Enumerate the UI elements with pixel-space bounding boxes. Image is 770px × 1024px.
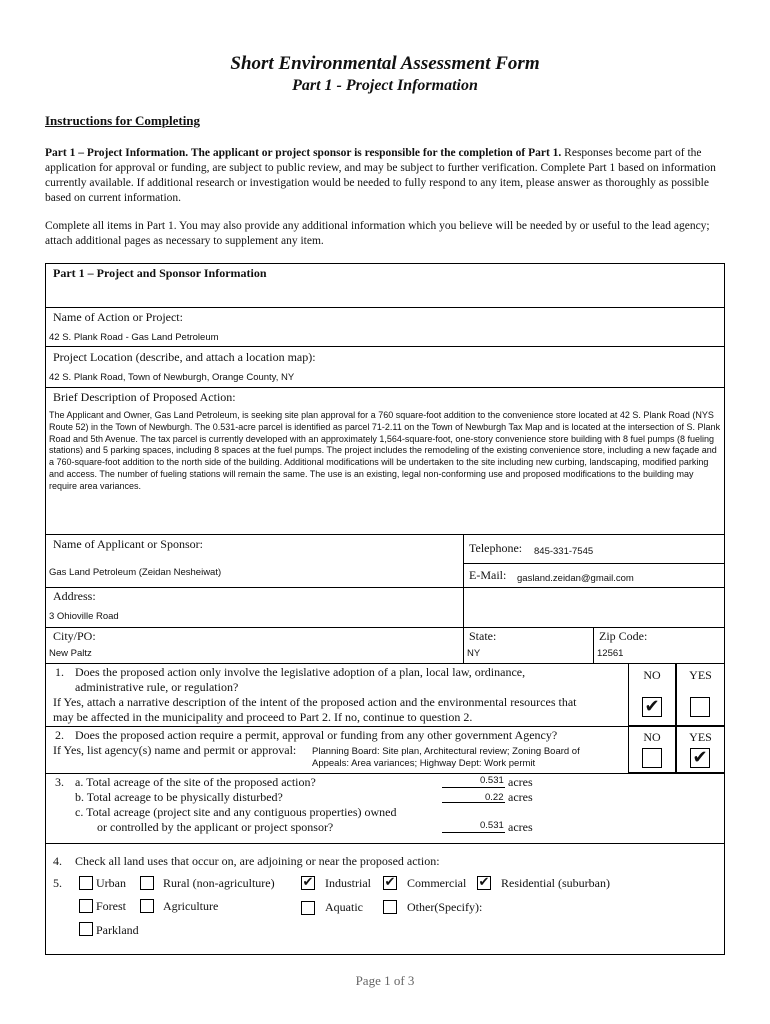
q5-number: 5.	[53, 876, 62, 890]
q2-no-checkbox[interactable]	[642, 748, 662, 768]
other-checkbox[interactable]	[383, 900, 397, 914]
email-label: E-Mail:	[469, 568, 507, 582]
other-label: Other(Specify):	[407, 900, 483, 914]
q1-text-line-2: administrative rule, or regulation?	[75, 680, 239, 694]
q2-text-line-2: If Yes, list agency(s) name and permit or approval:	[53, 743, 297, 757]
instructions-paragraph-1-bold: Part 1 – Project Information. The applicant or project sponsor is responsible for the completion of Part 1.	[45, 147, 562, 159]
q2-yes-checkbox[interactable]: ✔	[690, 748, 710, 768]
q2-no-label: NO	[643, 730, 661, 744]
telephone-field[interactable]: 845-331-7545	[534, 546, 594, 557]
address-field[interactable]: 3 Ohioville Road	[49, 611, 119, 622]
q3-b-label: b. Total acreage to be physically disturbed?	[75, 790, 283, 804]
applicant-label: Name of Applicant or Sponsor:	[53, 537, 203, 551]
q2-answer-line-2[interactable]: Appeals: Area variances; Highway Dept: Work permit	[312, 758, 536, 769]
q3-c-unit: acres	[508, 820, 533, 834]
section-title: Part 1 – Project and Sponsor Information	[53, 266, 267, 280]
divider	[45, 534, 725, 535]
instructions-paragraph-2: Complete all items in Part 1. You may also provide any additional information which you believe will be needed by or useful to the lead agency; attach additional pages as necessary to supplement any item.	[45, 220, 710, 247]
aquatic-label: Aquatic	[325, 900, 363, 914]
agriculture-checkbox[interactable]	[140, 899, 154, 913]
address-label: Address:	[53, 589, 96, 603]
q1-no-label: NO	[643, 668, 661, 682]
q1-yes-label: YES	[689, 668, 712, 682]
forest-checkbox[interactable]	[79, 899, 93, 913]
parkland-checkbox[interactable]	[79, 922, 93, 936]
q3-c-label-1: c. Total acreage (project site and any contiguous properties) owned	[75, 805, 397, 819]
divider	[45, 773, 725, 774]
agriculture-label: Agriculture	[163, 899, 219, 913]
q3-a-unit: acres	[508, 775, 533, 789]
rural-checkbox[interactable]	[140, 876, 154, 890]
city-label: City/PO:	[53, 629, 96, 643]
action-name-label: Name of Action or Project:	[53, 310, 183, 324]
q3-a-label: a. Total acreage of the site of the proposed action?	[75, 775, 316, 789]
q2-answer-line-1[interactable]: Planning Board: Site plan, Architectural review; Zoning Board of	[312, 746, 580, 757]
divider	[463, 563, 725, 564]
q4-text: Check all land uses that occur on, are adjoining or near the proposed action:	[75, 854, 440, 868]
q2-text-line-1: Does the proposed action require a permit, approval or funding from any other government Agency?	[75, 728, 558, 742]
q3-b-unit: acres	[508, 790, 533, 804]
applicant-field[interactable]: Gas Land Petroleum (Zeidan Nesheiwat)	[49, 567, 222, 578]
q3-a-field[interactable]: 0.531	[480, 775, 504, 786]
location-label: Project Location (describe, and attach a location map):	[53, 350, 316, 364]
residential-checkbox[interactable]: ✔	[478, 875, 490, 890]
description-field[interactable]: The Applicant and Owner, Gas Land Petroleum, is seeking site plan approval for a 760 square-foot addition to the convenience store located at 42 S. Plank Road (NYS Route 52) in the Town of Newburgh. The 0.531-acre parcel is identified as parcel 71-2.11 on the Town of Newburgh Tax Map and is located at the intersection of S. Plank Road and 5th Avenue. The tax parcel is currently developed with an approximately 1,564-square-foot, one-story convenience store building with 8 fuel pumps (8 fueling stations) and 5 parking spaces, including 8 spaces at the fuel pumps. The project includes the remodeling of the existing convenience store, including a new façade and a 760-square-foot addition to the north side of the building. Additional modifications will be undertaken to the site including new curbing, landscaping, modified parking and access. The number of fueling stations will remain the same. The use is an existing, legal non-conforming use and proposed modifications to the building may require area variances.	[49, 410, 721, 491]
zip-label: Zip Code:	[599, 629, 648, 643]
urban-checkbox[interactable]	[79, 876, 93, 890]
industrial-checkbox[interactable]: ✔	[302, 875, 314, 890]
urban-label: Urban	[96, 876, 126, 890]
q3-number: 3.	[55, 775, 64, 789]
industrial-label: Industrial	[325, 876, 371, 890]
divider	[593, 627, 594, 663]
city-field[interactable]: New Paltz	[49, 648, 92, 659]
divider	[463, 627, 464, 663]
project-sponsor-form	[45, 263, 725, 955]
divider	[45, 587, 725, 588]
q1-text-line-1: Does the proposed action only involve the legislative adoption of a plan, local law, ordinance,	[75, 665, 526, 679]
action-name-field[interactable]: 42 S. Plank Road - Gas Land Petroleum	[49, 332, 219, 343]
q1-number: 1.	[55, 665, 64, 679]
q3-b-field[interactable]: 0.22	[485, 792, 504, 803]
divider	[45, 843, 725, 844]
q3-c-underline	[442, 832, 505, 833]
q4-number: 4.	[53, 854, 62, 868]
instructions-paragraph-1-rest: Responses become part of the application for approval or funding, are subject to public review, and may be subject to further verification. Complete Part 1 based on information currently available. If additional research or investigation would be needed to fully respond to any item, please answer as thoroughly as possible based on current information.	[45, 147, 716, 204]
instructions-paragraph-1	[45, 146, 725, 206]
forest-label: Forest	[96, 899, 126, 913]
description-label: Brief Description of Proposed Action:	[53, 390, 236, 404]
divider	[45, 663, 725, 664]
q2-yes-label: YES	[689, 730, 712, 744]
q1-text-line-4: may be affected in the municipality and proceed to Part 2. If no, continue to question 2.	[53, 710, 473, 724]
aquatic-checkbox[interactable]	[301, 901, 315, 915]
q3-a-underline	[442, 787, 505, 788]
page-number: Page 1 of 3	[355, 973, 415, 988]
rural-label: Rural (non-agriculture)	[163, 876, 275, 890]
q1-no-checkbox[interactable]: ✔	[642, 697, 662, 717]
divider	[45, 726, 725, 727]
residential-label: Residential (suburban)	[501, 876, 610, 890]
q1-yes-checkbox[interactable]	[690, 697, 710, 717]
q1-text-line-3: If Yes, attach a narrative description of the intent of the proposed action and the environmental resources that	[53, 695, 577, 709]
zip-field[interactable]: 12561	[597, 648, 624, 659]
divider	[45, 627, 725, 628]
state-field[interactable]: NY	[467, 648, 481, 659]
q2-number: 2.	[55, 728, 64, 742]
q3-c-label-2: or controlled by the applicant or project sponsor?	[97, 820, 334, 834]
form-subtitle: Part 1 - Project Information	[292, 77, 478, 94]
state-label: State:	[469, 629, 497, 643]
telephone-label: Telephone:	[469, 541, 523, 555]
email-field[interactable]: gasland.zeidan@gmail.com	[517, 573, 634, 584]
parkland-label: Parkland	[96, 923, 139, 937]
divider	[45, 346, 725, 347]
instructions-heading: Instructions for Completing	[45, 113, 201, 128]
commercial-label: Commercial	[407, 876, 467, 890]
q3-c-field[interactable]: 0.531	[480, 820, 504, 831]
commercial-checkbox[interactable]: ✔	[384, 875, 396, 890]
form-title: Short Environmental Assessment Form	[230, 53, 540, 74]
divider	[45, 387, 725, 388]
location-field[interactable]: 42 S. Plank Road, Town of Newburgh, Orange County, NY	[49, 372, 295, 383]
divider	[463, 534, 464, 627]
divider	[45, 307, 725, 308]
